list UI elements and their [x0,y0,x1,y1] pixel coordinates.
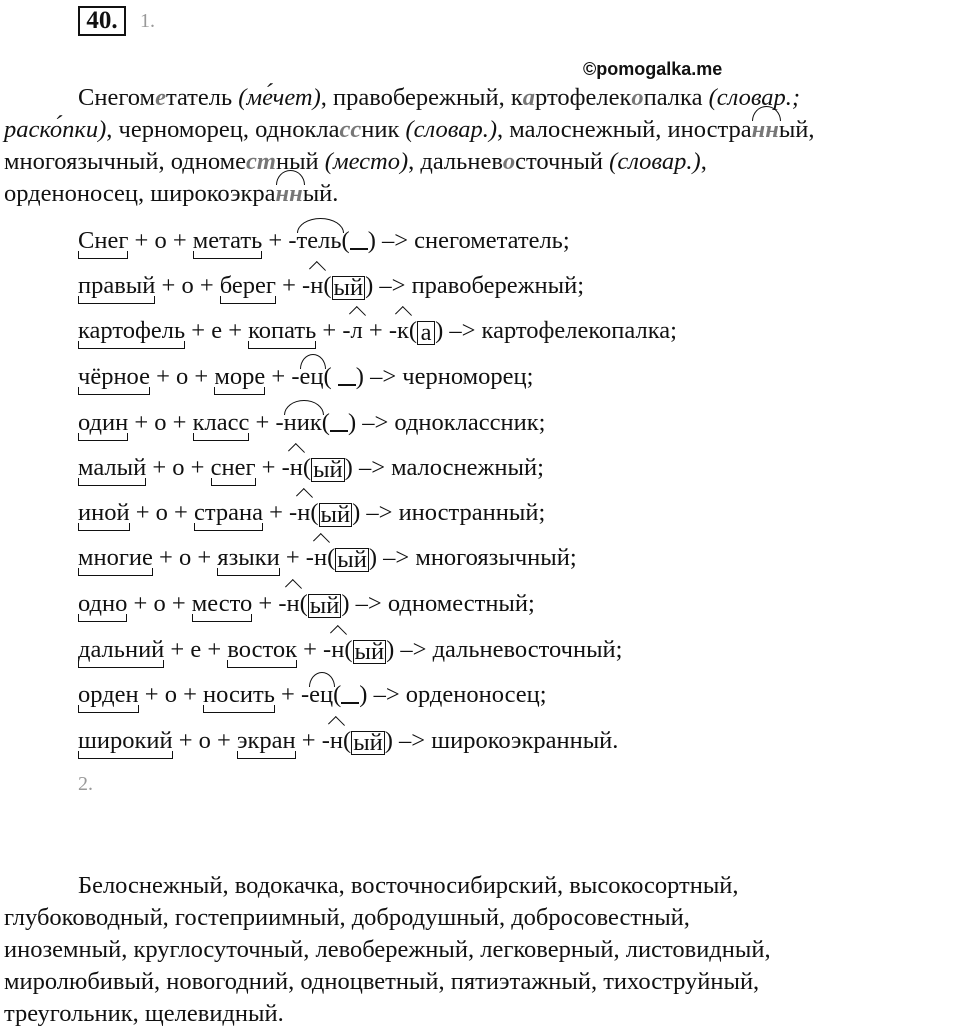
equation-row: многие + о + языки + -н(ый) –> многоязычный; [78,544,577,573]
paragraph1-line2: раско́пки), черноморец, одноклассник (словар.), малоснежный, иностранный, [4,116,815,143]
equation-row: один + о + класс + -ник( ) –> одноклассник; [78,409,546,436]
equation-row: орден + о + носить + -ец( ) –> орденоносец; [78,681,547,708]
equation-row: Снег + о + метать + -тель( ) –> снегометатель; [78,227,570,254]
watermark-site: ©pomogalka.me [583,59,723,79]
paragraph2-line3: иноземный, круглосуточный, левобережный, легковерный, листовидный, [4,936,771,963]
paragraph2-line4: миролюбивый, новогодний, одноцветный, пятиэтажный, тихоструйный, [4,968,760,995]
equation-row: широкий + о + экран + -н(ый) –> широкоэкранный. [78,727,619,756]
paragraph1-line3: многоязычный, одноместный (место), дальневосточный (словар.), [4,148,707,175]
paragraph2-line5: треугольник, щелевидный. [4,1000,284,1027]
equation-row: малый + о + снег + -н(ый) –> малоснежный; [78,454,544,483]
equation-row: правый + о + берег + -н(ый) –> правобережный; [78,272,585,301]
equation-row: одно + о + место + -н(ый) –> одноместный; [78,590,535,619]
task-2-label: 2. [78,773,93,795]
equation-row: чёрное + о + море + -ец( ) –> черноморец; [78,363,534,390]
equation-row: иной + о + страна + -н(ый) –> иностранный; [78,499,546,528]
paragraph2-line2: глубоководный, гостеприимный, добродушный, добросовестный, [4,904,690,931]
equation-row: дальний + е + восток + -н(ый) –> дальневосточный; [78,636,623,665]
paragraph2-line1: Белоснежный, водокачка, восточносибирский, высокосортный, [78,872,739,899]
exercise-number: 40. [78,6,126,36]
paragraph1-line1: Снегометатель (ме́чет), правобережный, картофелекопалка (словар.; [78,84,801,111]
paragraph1-line4: орденоносец, широкоэкранный. [4,180,339,207]
equation-row: картофель + е + копать + -л + -к( а ) –> картофелекопалка; [78,317,677,346]
task-1-label: 1. [140,10,155,32]
